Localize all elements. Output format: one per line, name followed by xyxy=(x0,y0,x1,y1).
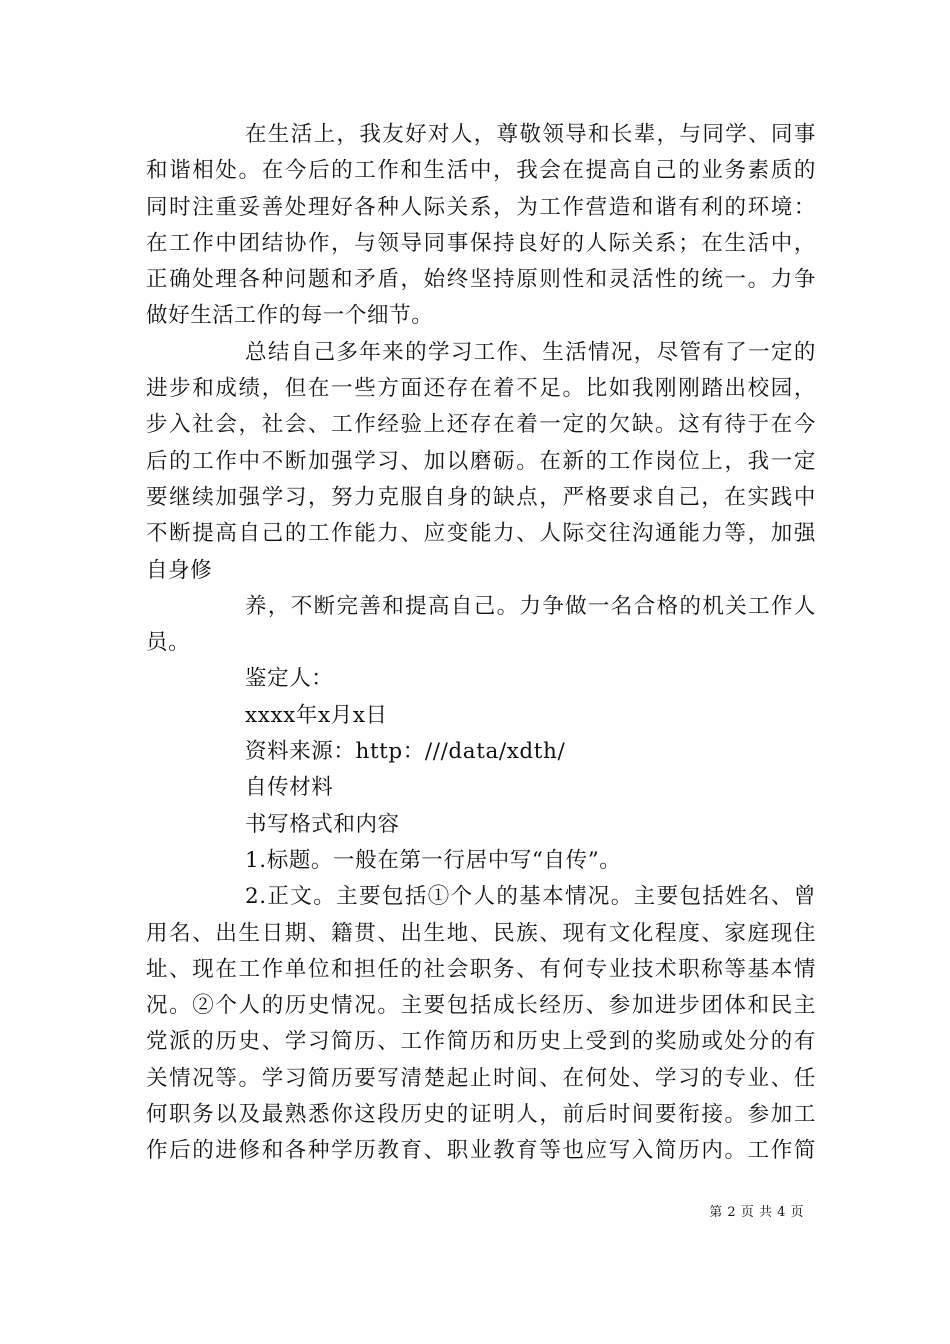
text-line: 和谐相处。在今后的工作和生活中，我会在提高自己的业务素质的 xyxy=(146,158,816,184)
text-line: 况。②个人的历史情况。主要包括成长经历、参加进步团体和民主 xyxy=(146,993,816,1019)
text-line: 总结自己多年来的学习工作、生活情况，尽管有了一定的 xyxy=(245,339,816,365)
text-line: 书写格式和内容 xyxy=(245,811,400,837)
text-line: 正确处理各种问题和矛盾，始终坚持原则性和灵活性的统一。力争 xyxy=(146,267,816,293)
text-line: 2.正文。主要包括①个人的基本情况。主要包括姓名、曾 xyxy=(245,884,816,910)
text-line: 1.标题。一般在第一行居中写“自传”。 xyxy=(245,847,622,873)
document-body xyxy=(146,117,816,1170)
text-line: 后的工作中不断加强学习、加以磨砺。在新的工作岗位上，我一定 xyxy=(146,448,816,474)
text-line: 鉴定人： xyxy=(245,666,334,692)
text-line: xxxx年x月x日 xyxy=(245,702,388,728)
text-line: 作后的进修和各种学历教育、职业教育等也应写入简历内。工作简 xyxy=(146,1138,816,1164)
text-line: 址、现在工作单位和担任的社会职务、有何专业技术职称等基本情 xyxy=(146,956,816,982)
text-line: 在工作中团结协作，与领导同事保持良好的人际关系；在生活中， xyxy=(146,230,816,256)
text-line: 自身修 xyxy=(146,557,213,583)
page-number: 第 2 页 共 4 页 xyxy=(709,1205,804,1220)
text-line: 养，不断完善和提高自己。力争做一名合格的机关工作人 xyxy=(245,593,816,619)
text-line: 何职务以及最熟悉你这段历史的证明人，前后时间要衔接。参加工 xyxy=(146,1102,816,1128)
text-line: 用名、出生日期、籍贯、出生地、民族、现有文化程度、家庭现住 xyxy=(146,920,816,946)
text-line: 关情况等。学习简历要写清楚起止时间、在何处、学习的专业、任 xyxy=(146,1065,816,1091)
text-line: 步入社会，社会、工作经验上还存在着一定的欠缺。这有待于在今 xyxy=(146,412,816,438)
text-line: 资料来源：http：///data/xdth/ xyxy=(245,739,566,765)
text-line: 自传材料 xyxy=(245,775,334,801)
text-line: 同时注重妥善处理好各种人际关系，为工作营造和谐有利的环境： xyxy=(146,194,816,220)
text-line: 员。 xyxy=(146,630,191,656)
text-line: 要继续加强学习，努力克服自身的缺点，严格要求自己，在实践中 xyxy=(146,484,816,510)
text-line: 不断提高自己的工作能力、应变能力、人际交往沟通能力等，加强 xyxy=(146,521,816,547)
text-line: 做好生活工作的每一个细节。 xyxy=(146,303,434,329)
text-line: 党派的历史、学习简历、工作简历和历史上受到的奖励或处分的有 xyxy=(146,1029,816,1055)
text-line: 在生活上，我友好对人，尊敬领导和长辈，与同学、同事 xyxy=(245,122,816,147)
text-line: 进步和成绩，但在一些方面还存在着不足。比如我刚刚踏出校园， xyxy=(146,376,816,402)
